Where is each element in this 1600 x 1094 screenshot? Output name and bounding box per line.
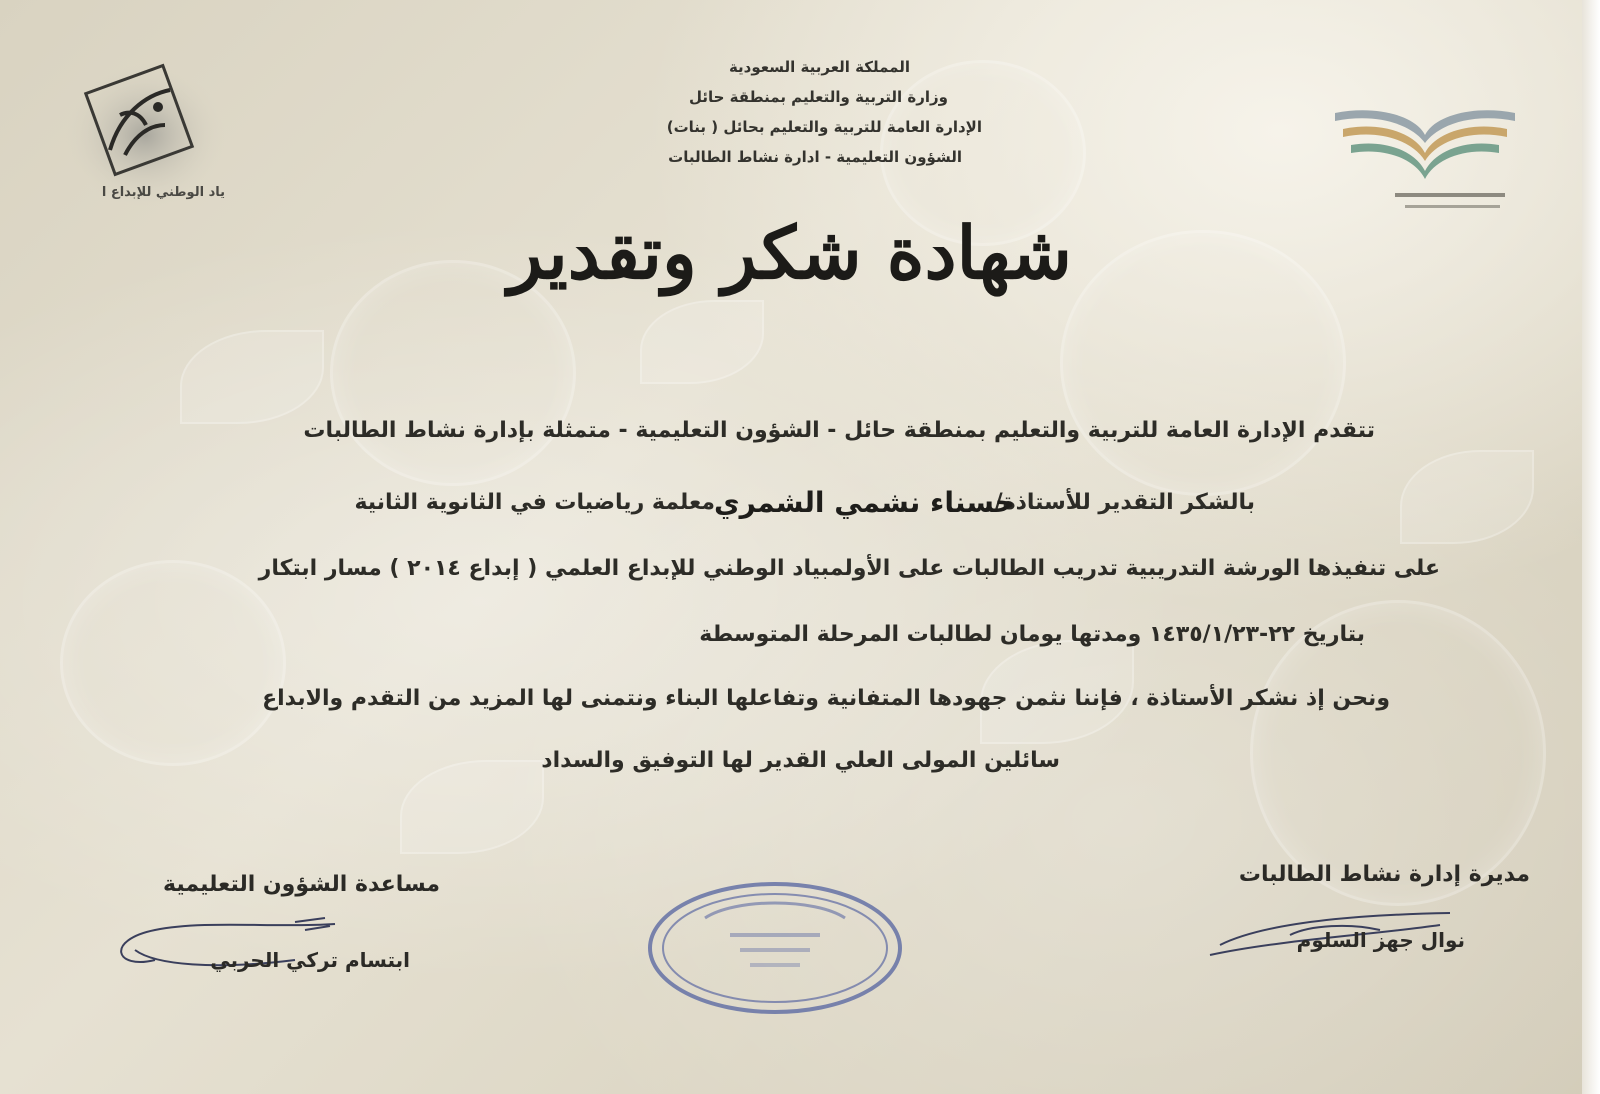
body-line-6: سائلين المولى العلي القدير لها التوفيق والسداد — [541, 748, 1060, 773]
recipient-role: معلمة رياضيات في الثانوية الثانية — [354, 490, 715, 515]
paper-edge — [1582, 0, 1600, 1094]
header-directorate: الإدارة العامة للتربية والتعليم بحائل ( بنات) — [666, 118, 982, 136]
leaf-pattern — [400, 760, 544, 854]
recipient-name: حسناء نشمي الشمري — [714, 486, 1015, 519]
ministry-of-education-logo — [1335, 95, 1515, 225]
signatory-right-title: مديرة إدارة نشاط الطالبات — [1238, 862, 1530, 887]
header-ministry: وزارة التربية والتعليم بمنطقة حائل — [688, 88, 948, 106]
header-department: الشؤون التعليمية - ادارة نشاط الطالبات — [668, 148, 962, 166]
body-line-2-prefix: بالشكر التقدير للأستاذة/ — [994, 490, 1255, 515]
body-line-4: بتاريخ ٢٢-١٤٣٥/١/٢٣ ومدتها يومان لطالبات المرحلة المتوسطة — [699, 622, 1365, 647]
official-stamp — [645, 878, 905, 1018]
leaf-pattern — [640, 300, 764, 384]
leaf-pattern — [1400, 450, 1534, 544]
ibdaa-logo-caption: ياد الوطني للإبداع ا — [101, 185, 225, 200]
body-line-1: تتقدم الإدارة العامة للتربية والتعليم بمنطقة حائل - الشؤون التعليمية - متمثلة بإدارة نشاط الطالبات — [303, 418, 1375, 443]
header-country: المملكة العربية السعودية — [728, 58, 910, 76]
official-stamp-icon — [645, 878, 905, 1018]
leaf-pattern — [180, 330, 324, 424]
signatory-left-name: ابتسام تركي الحربي — [210, 948, 410, 972]
certificate-title: شهادة شكر وتقدير — [508, 210, 1072, 295]
body-line-3: على تنفيذها الورشة التدريبية تدريب الطالبات على الأولمبياد الوطني للإبداع العلمي ( إبداع ٢٠١٤ ) مسار ابتكار — [258, 556, 1440, 581]
floral-pattern — [60, 560, 286, 766]
signatory-right-name: نوال جهز السلوم — [1296, 928, 1465, 952]
ibdaa-olympiad-logo — [50, 55, 225, 220]
signatory-left-title: مساعدة الشؤون التعليمية — [163, 872, 440, 897]
ministry-logo-icon — [1335, 95, 1515, 225]
body-line-5: ونحن إذ نشكر الأستاذة ، فإننا نثمن جهودها المتفانية وتفاعلها البناء ونتمنى لها المزيد من التقدم والابداع — [262, 686, 1390, 711]
